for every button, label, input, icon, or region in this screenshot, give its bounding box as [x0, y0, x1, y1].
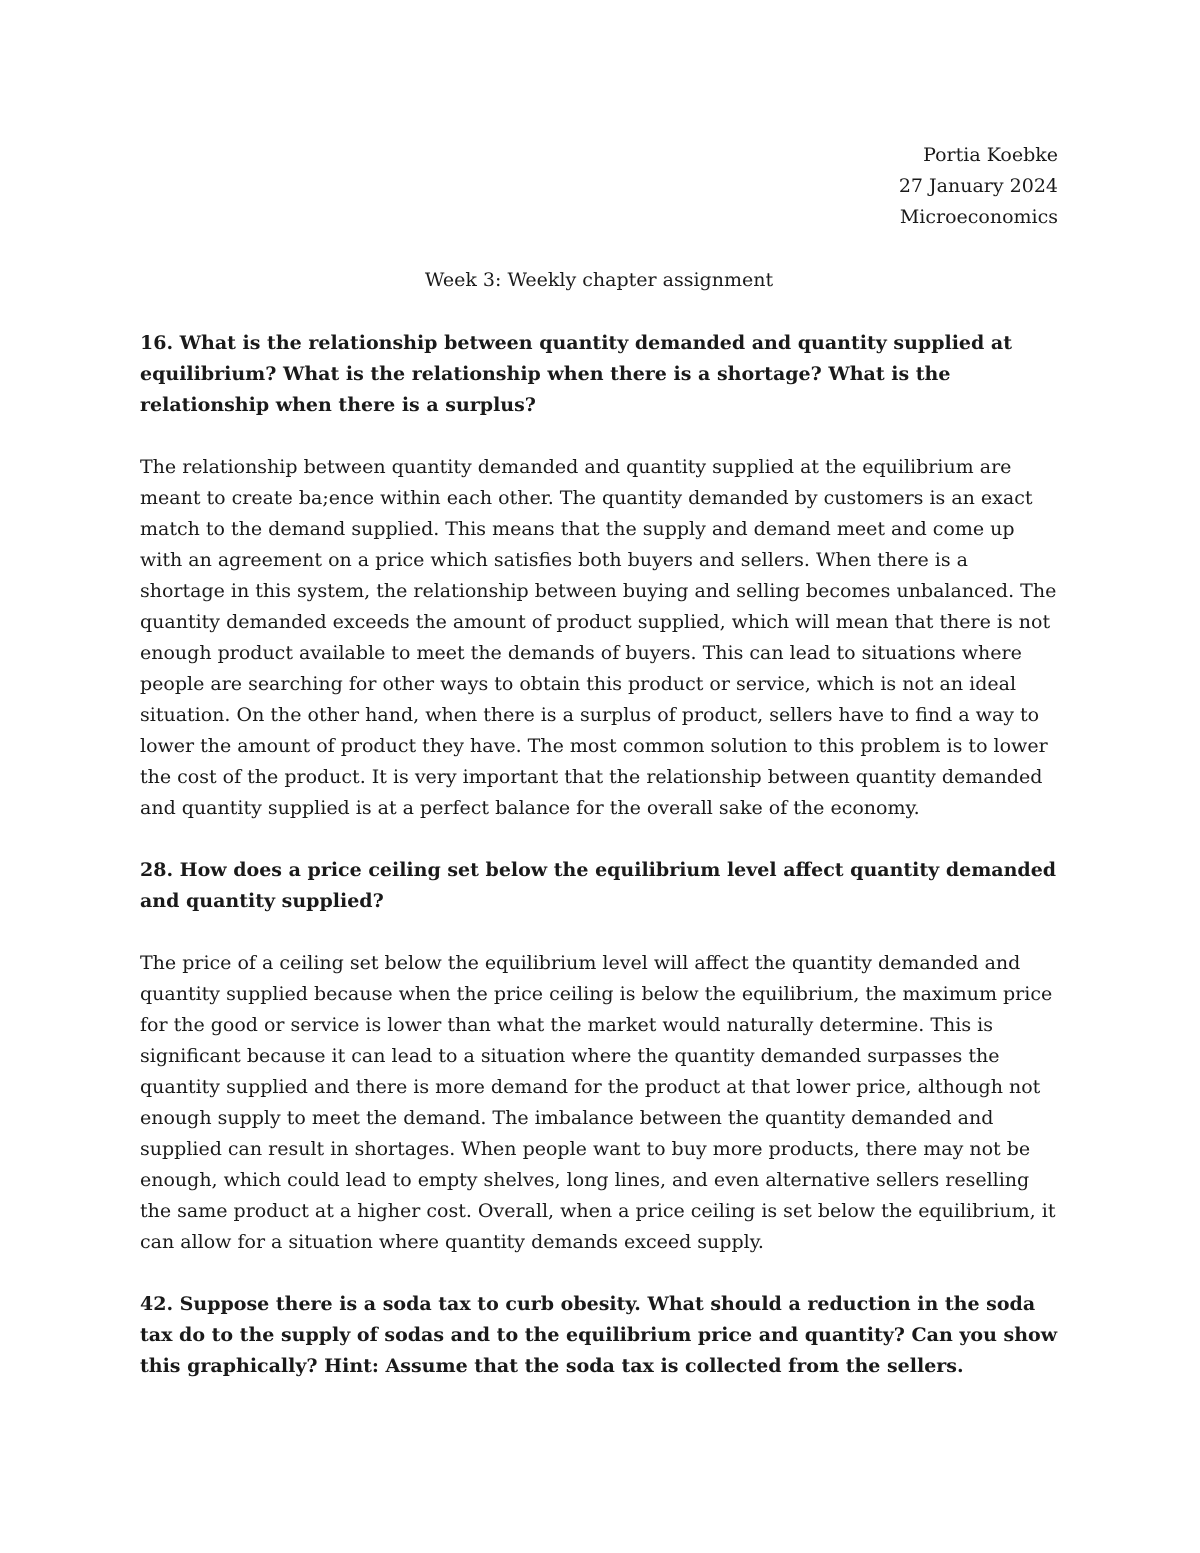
- question-42: 42. Suppose there is a soda tax to curb obesity. What should a reduction in the soda tax do to the supply of sodas and to the equilibrium price and quantity? Can you show this graphically? Hint: Assume that the soda tax is collected from the sellers.: [140, 1293, 1058, 1377]
- header-block: [140, 140, 1058, 233]
- document-title: Week 3: Weekly chapter assignment: [424, 269, 774, 291]
- course-name: Microeconomics: [899, 206, 1058, 228]
- document-page: [140, 140, 1058, 1382]
- answer-28: The price of a ceiling set below the equilibrium level will affect the quantity demanded and quantity supplied because when the price ceiling is below the equilibrium, the maximum price for the good or service is lower than what the market would naturally determine. This is significant because it can lead to a situation where the quantity demanded surpasses the quantity supplied and there is more demand for the product at that lower price, although not enough supply to meet the demand. The imbalance between the quantity demanded and supplied can result in shortages. When people want to buy more products, there may not be enough, which could lead to empty shelves, long lines, and even alternative sellers reselling the same product at a higher cost. Overall, when a price ceiling is set below the equilibrium, it can allow for a situation where quantity demands exceed supply.: [140, 952, 1056, 1253]
- question-28: 28. How does a price ceiling set below the equilibrium level affect quantity demanded and quantity supplied?: [140, 859, 1057, 912]
- assignment-date: 27 January 2024: [898, 175, 1058, 197]
- answer-16: The relationship between quantity demanded and quantity supplied at the equilibrium are meant to create ba;ence within each other. The quantity demanded by customers is an exact match to the demand supplied. This means that the supply and demand meet and come up with an agreement on a price which satisfies both buyers and sellers. When there is a shortage in this system, the relationship between buying and selling becomes unbalanced. The quantity demanded exceeds the amount of product supplied, which will mean that there is not enough product available to meet the demands of buyers. This can lead to situations where people are searching for other ways to obtain this product or service, which is not an ideal situation. On the other hand, when there is a surplus of product, sellers have to find a way to lower the amount of product they have. The most common solution to this problem is to lower the cost of the product. It is very important that the relationship between quantity demanded and quantity supplied is at a perfect balance for the overall sake of the economy.: [140, 456, 1057, 819]
- author-name: Portia Koebke: [923, 144, 1058, 166]
- question-16: 16. What is the relationship between quantity demanded and quantity supplied at equilibrium? What is the relationship when there is a shortage? What is the relationship when there is a surplus?: [140, 332, 1012, 416]
